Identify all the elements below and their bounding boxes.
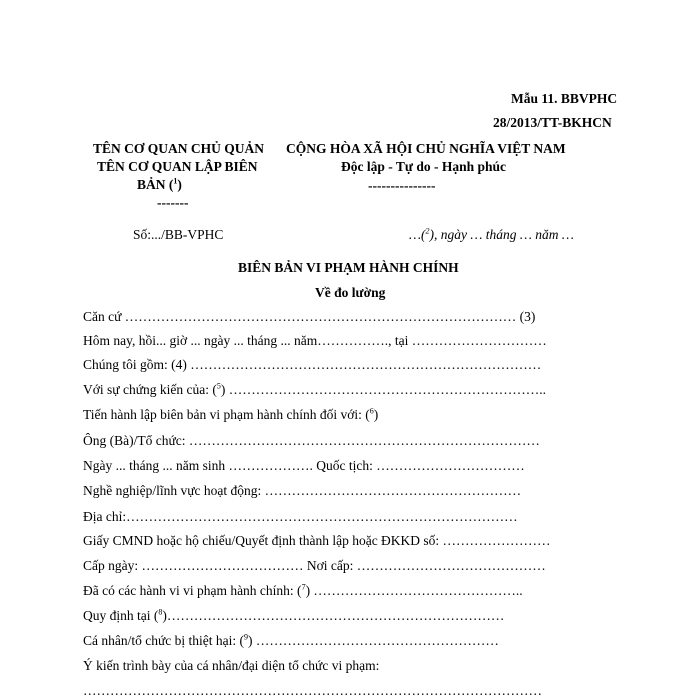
line-id-document: Giấy CMND hoặc hộ chiếu/Quyết định thành lập hoặc ĐKKD số: …………………… bbox=[83, 533, 551, 548]
agency-parent: TÊN CƠ QUAN CHỦ QUẢN bbox=[93, 141, 265, 156]
document-number: Số:.../BB-VPHC bbox=[133, 227, 224, 242]
nation-name: CỘNG HÒA XÃ HỘI CHỦ NGHĨA VIỆT NAM bbox=[286, 141, 566, 156]
line-witness: Với sự chứng kiến của: ($^5$) …………………………………………………………….. bbox=[83, 381, 546, 397]
line-address: Địa chỉ:…………………………………………………………………………… bbox=[83, 509, 518, 524]
document-subtitle: Về đo lường bbox=[315, 285, 386, 300]
line-occupation: Nghề nghiệp/lĩnh vực hoạt động: ………………………………………………… bbox=[83, 483, 522, 498]
line-statement-blank: ………………………………………………………………………………………… bbox=[83, 683, 542, 698]
agency-rule: ------- bbox=[157, 195, 189, 210]
circular-number: 28/2013/TT-BKHCN bbox=[493, 115, 612, 130]
line-statement: Ý kiến trình bày của cá nhân/đại diện tổ chức vi phạm: bbox=[83, 658, 380, 673]
line-regulation: Quy định tại ($^8$)………………………………………………………………… bbox=[83, 607, 505, 623]
line-basis: Căn cứ …………………………………………………………………………… (3) bbox=[83, 309, 536, 324]
line-members: Chúng tôi gồm: (4) …………………………………………………………………… bbox=[83, 357, 542, 372]
nation-motto: Độc lập - Tự do - Hạnh phúc bbox=[341, 159, 507, 174]
line-subject: Tiến hành lập biên bản vi phạm hành chính đối với: ($^6$) bbox=[83, 406, 379, 422]
line-person-org: Ông (Bà)/Tổ chức: …………………………………………………………………… bbox=[83, 433, 540, 448]
line-birth-nationality: Ngày ... tháng ... năm sinh ………………. Quốc tịch: …………………………… bbox=[83, 458, 525, 473]
document-title: BIÊN BẢN VI PHẠM HÀNH CHÍNH bbox=[238, 260, 459, 275]
form-code: Mẫu 11. BBVPHC bbox=[511, 91, 618, 106]
line-damaged-party: Cá nhân/tổ chức bị thiệt hại: ($^9$) ……………………………………………… bbox=[83, 632, 499, 648]
agency-name: TÊN CƠ QUAN LẬP BIÊN bbox=[97, 159, 258, 174]
place-date: …($^2$), ngày … tháng … năm … bbox=[409, 226, 574, 242]
line-violations: Đã có các hành vi vi phạm hành chính: ($^7$) ……………………………………….. bbox=[83, 582, 523, 598]
nation-rule: --------------- bbox=[368, 178, 436, 193]
line-time-place: Hôm nay, hồi... giờ ... ngày ... tháng ... năm……………., tại ………………………… bbox=[83, 333, 547, 348]
agency-name-cont: BẢN ($^1$) bbox=[137, 176, 182, 192]
line-issue: Cấp ngày: ……………………………… Nơi cấp: …………………………………… bbox=[83, 558, 546, 573]
